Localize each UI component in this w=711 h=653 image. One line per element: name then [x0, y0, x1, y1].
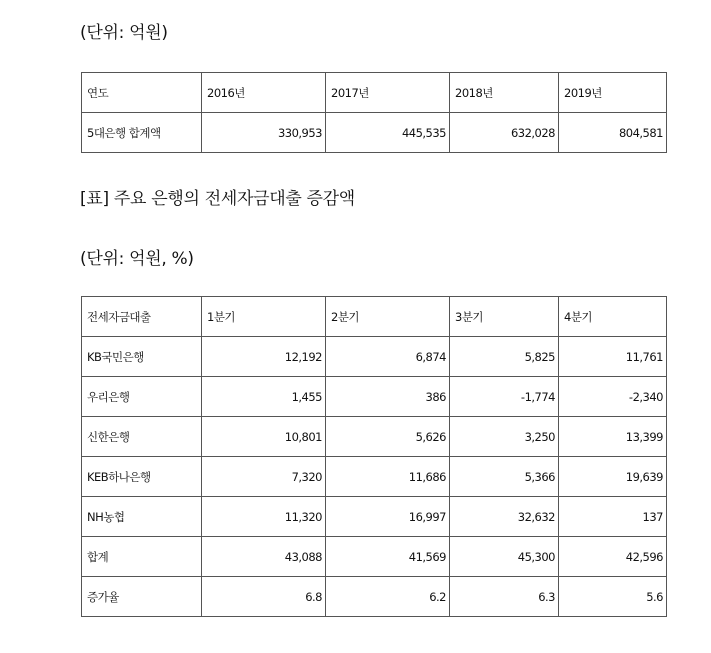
value-cell: 6.8	[202, 577, 326, 617]
table-row	[82, 377, 667, 417]
value-cell: 5,366	[450, 457, 559, 497]
value-cell: 632,028	[450, 113, 559, 153]
table-header-cell: 2016년	[202, 73, 326, 113]
value-cell: 6.3	[450, 577, 559, 617]
table-header-cell: 2017년	[326, 73, 450, 113]
row-label-cell: 합계	[82, 537, 202, 577]
value-cell: 7,320	[202, 457, 326, 497]
value-cell: 5,626	[326, 417, 450, 457]
row-label-cell: KEB하나은행	[82, 457, 202, 497]
table-header-cell: 3분기	[450, 297, 559, 337]
table-row	[82, 577, 667, 617]
value-cell: 45,300	[450, 537, 559, 577]
value-cell: 43,088	[202, 537, 326, 577]
bank-total-table	[81, 72, 667, 153]
table-row	[82, 337, 667, 377]
table-header-cell: 1분기	[202, 297, 326, 337]
value-cell: 42,596	[559, 537, 667, 577]
table-title: [표] 주요 은행의 전세자금대출 증감액	[80, 189, 355, 209]
value-cell: 32,632	[450, 497, 559, 537]
value-cell: 386	[326, 377, 450, 417]
value-cell: 16,997	[326, 497, 450, 537]
table-row	[82, 417, 667, 457]
table-row	[82, 113, 667, 153]
table-row	[82, 537, 667, 577]
value-cell: 11,761	[559, 337, 667, 377]
row-label-cell: NH농협	[82, 497, 202, 537]
unit-caption-1: (단위: 억원)	[80, 23, 168, 43]
value-cell: 137	[559, 497, 667, 537]
value-cell: 330,953	[202, 113, 326, 153]
value-cell: 445,535	[326, 113, 450, 153]
table-row	[82, 497, 667, 537]
value-cell: 19,639	[559, 457, 667, 497]
value-cell: 6.2	[326, 577, 450, 617]
value-cell: 5.6	[559, 577, 667, 617]
value-cell: 41,569	[326, 537, 450, 577]
row-label-cell: KB국민은행	[82, 337, 202, 377]
value-cell: -2,340	[559, 377, 667, 417]
value-cell: 1,455	[202, 377, 326, 417]
table-header-row	[82, 73, 667, 113]
row-label-cell: 신한은행	[82, 417, 202, 457]
table-header-row	[82, 297, 667, 337]
row-label-cell: 증가율	[82, 577, 202, 617]
table-header-cell: 전세자금대출	[82, 297, 202, 337]
value-cell: 6,874	[326, 337, 450, 377]
table-header-cell: 4분기	[559, 297, 667, 337]
table-header-cell: 2019년	[559, 73, 667, 113]
value-cell: 3,250	[450, 417, 559, 457]
value-cell: 5,825	[450, 337, 559, 377]
table-header-cell: 연도	[82, 73, 202, 113]
value-cell: 10,801	[202, 417, 326, 457]
value-cell: 11,686	[326, 457, 450, 497]
table-row	[82, 457, 667, 497]
value-cell: 11,320	[202, 497, 326, 537]
row-label-cell: 우리은행	[82, 377, 202, 417]
value-cell: 804,581	[559, 113, 667, 153]
table-header-cell: 2분기	[326, 297, 450, 337]
jeonse-loan-table	[81, 296, 667, 617]
value-cell: 12,192	[202, 337, 326, 377]
value-cell: 13,399	[559, 417, 667, 457]
table-header-cell: 2018년	[450, 73, 559, 113]
row-label-cell: 5대은행 합계액	[82, 113, 202, 153]
unit-caption-2: (단위: 억원, %)	[80, 249, 194, 269]
value-cell: -1,774	[450, 377, 559, 417]
